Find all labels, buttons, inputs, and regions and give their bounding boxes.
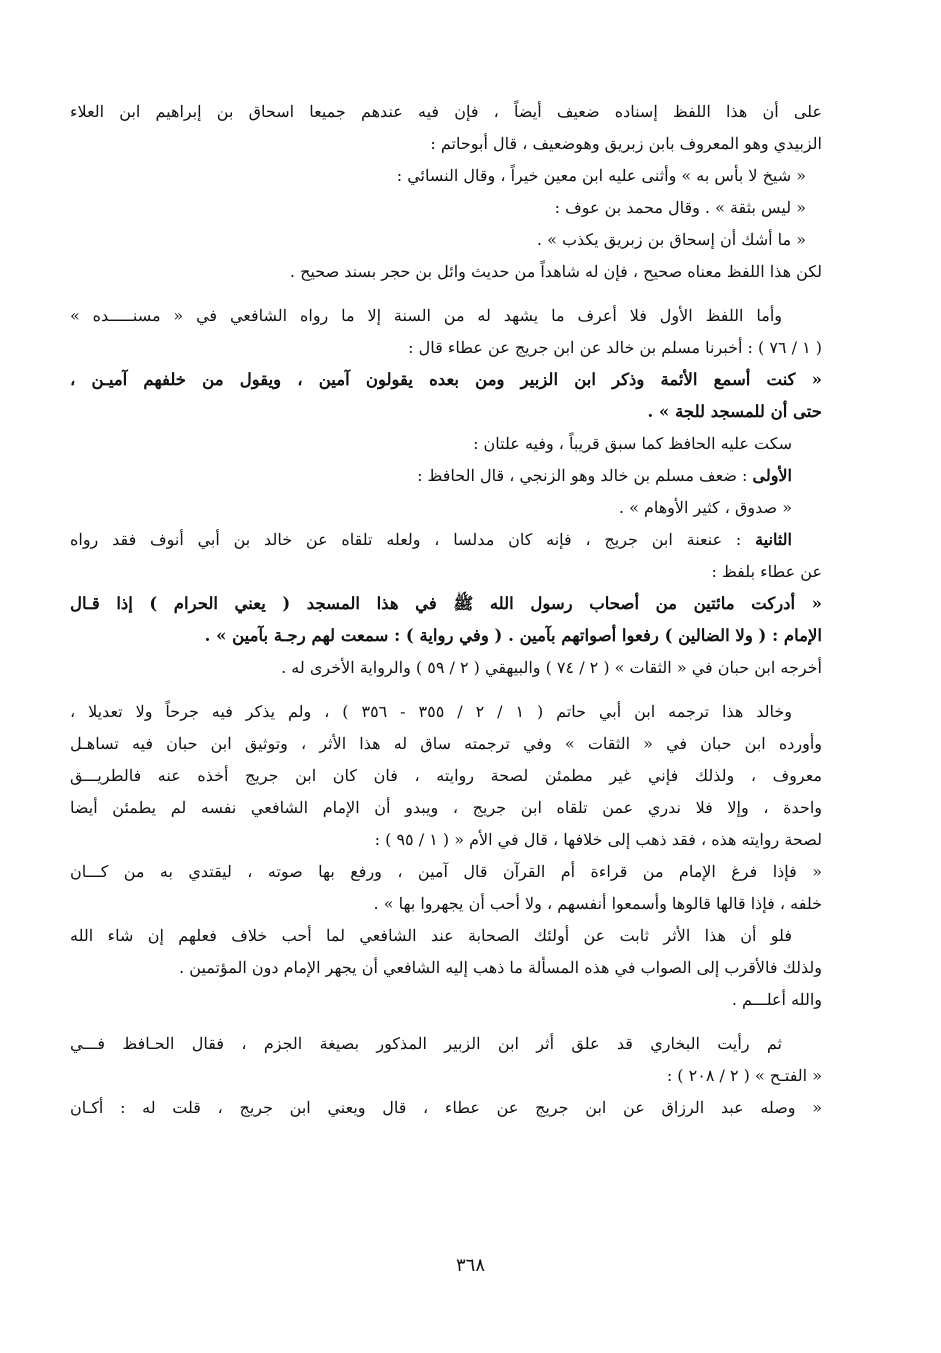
quote-line: خلفه ، فإذا قالها قالوها وأسمعوا أنفسهم ، ولا أحب أن يجهروا بها » . [373, 894, 822, 913]
quote-line: « ما أشك أن إسحاق بن زبريق يكذب » . [536, 230, 806, 249]
text-line: وخالد هذا ترجمه ابن أبي حاتم ( ١ / ٢ / ٣٥٥ - ٣٥٦ ) ، ولم يذكر فيه جرحاً ولا تعديلا ، [70, 702, 793, 721]
text-line: وأورده ابن حبان في « الثقات » وفي ترجمته ساق له هذا الأثر ، وتوثيق ابن حبان فيه تساهـل [70, 734, 822, 753]
text-line: ولذلك فالأقرب إلى الصواب في هذه المسألة ما ذهب إليه الشافعي أن يجهر الإمام دون المؤتمين . [179, 958, 822, 977]
quote-line: « صدوق ، كثير الأوهام » . [618, 498, 792, 517]
text-line: وأما اللفظ الأول فلا أعرف ما يشهد له من السنة إلا ما رواه الشافعي في « مسنـــــده » [70, 306, 782, 325]
text-line: سكت عليه الحافظ كما سبق قريباً ، وفيه علتان : [473, 434, 792, 453]
second-defect-label: الثانية [755, 530, 792, 549]
text-line: واحدة ، وإلا فلا ندري عمن تلقاه ابن جريج ، ويبدو أن الإمام الشافعي نفسه لم يطمئن أيضا [70, 798, 822, 817]
hadith-quote-line: « أدركت مائتين من أصحاب رسول الله ﷺ في هذا المسجد ( يعني الحرام ) إذا قـال [70, 594, 822, 613]
text-line: عن عطاء بلفظ : [711, 562, 822, 581]
hadith-quote-line: الإمام : ( ولا الضالين ) رفعوا أصواتهم بآمين . ( وفي رواية ) : سمعت لهم رجـة بآمين » . [204, 626, 822, 645]
text-line: أخرجه ابن حبان في « الثقات » ( ٢ / ٧٤ ) والبيهقي ( ٢ / ٥٩ ) والرواية الأخرى له . [281, 658, 822, 677]
first-defect-label: الأولى [752, 466, 792, 485]
quote-line: « شيخ لا بأس به » وأثنى عليه ابن معين خيراً ، وقال النسائي : [396, 166, 806, 185]
text-line: معروف ، ولذلك فإني غير مطمئن لصحة روايته ، فان كان ابن جريج أخذه عنه فالطريـــق [70, 766, 822, 785]
text-line: لكن هذا اللفظ معناه صحيح ، فإن له شاهداً من حديث وائل بن حجر بسند صحيح . [289, 262, 822, 281]
text-line: ثم رأيت البخاري قد علق أثر ابن الزبير المذكور بصيغة الجزم ، فقال الحـافظ فـــي [70, 1034, 783, 1053]
text-line: والله أعلـــم . [731, 990, 822, 1009]
text-line: لصحة روايته هذه ، فقد ذهب إلى خلافها ، قال في الأم « ( ١ / ٩٥ ) : [374, 830, 822, 849]
page-number: ٣٦٨ [455, 1255, 485, 1276]
text-line: الزبيدي وهو المعروف بابن زبريق وهوضعيف ، قال أبوحاتم : [430, 134, 822, 153]
quote-line: « ليس بثقة » . وقال محمد بن عوف : [554, 198, 806, 217]
text-line: الثانية : عنعنة ابن جريج ، فإنه كان مدلسا ، ولعله تلقاه عن خالد بن أبي أنوف فقد رواه [70, 530, 792, 549]
text-line: فلو أن هذا الأثر ثابت عن أولئك الصحابة عند الشافعي لما أحب خلاف فعلهم إن شاء الله [70, 926, 792, 945]
hadith-quote-line: حتى أن للمسجد للجة » . [647, 402, 822, 421]
hadith-quote-line: « كنت أسمع الأئمة وذكر ابن الزبير ومن بعده يقولون آمين ، ويقول من خلفهم آميـن ، [70, 370, 822, 389]
text-line: الأولى : ضعف مسلم بن خالد وهو الزنجي ، قال الحافظ : [417, 466, 792, 485]
quote-line: « وصله عبد الرزاق عن ابن جريج عن عطاء ، قال ويعني ابن جريج ، قلت له : أكـان [70, 1098, 822, 1117]
page-body [70, 96, 822, 1124]
text-line: « الفتـح » ( ٢ / ٢٠٨ ) : [666, 1066, 822, 1085]
text-line: ( ١ / ٧٦ ) : أخبرنا مسلم بن خالد عن ابن جريج عن عطاء قال : [408, 338, 822, 357]
text-line: على أن هذا اللفظ إسناده ضعيف أيضاً ، فإن فيه عندهم جميعا اسحاق بن إبراهيم ابن العلاء [70, 102, 822, 121]
quote-line: « فإذا فرغ الإمام من قراءة أم القرآن قال آمين ، ورفع بها صوته ، ليقتدي به من كـــان [70, 862, 822, 881]
